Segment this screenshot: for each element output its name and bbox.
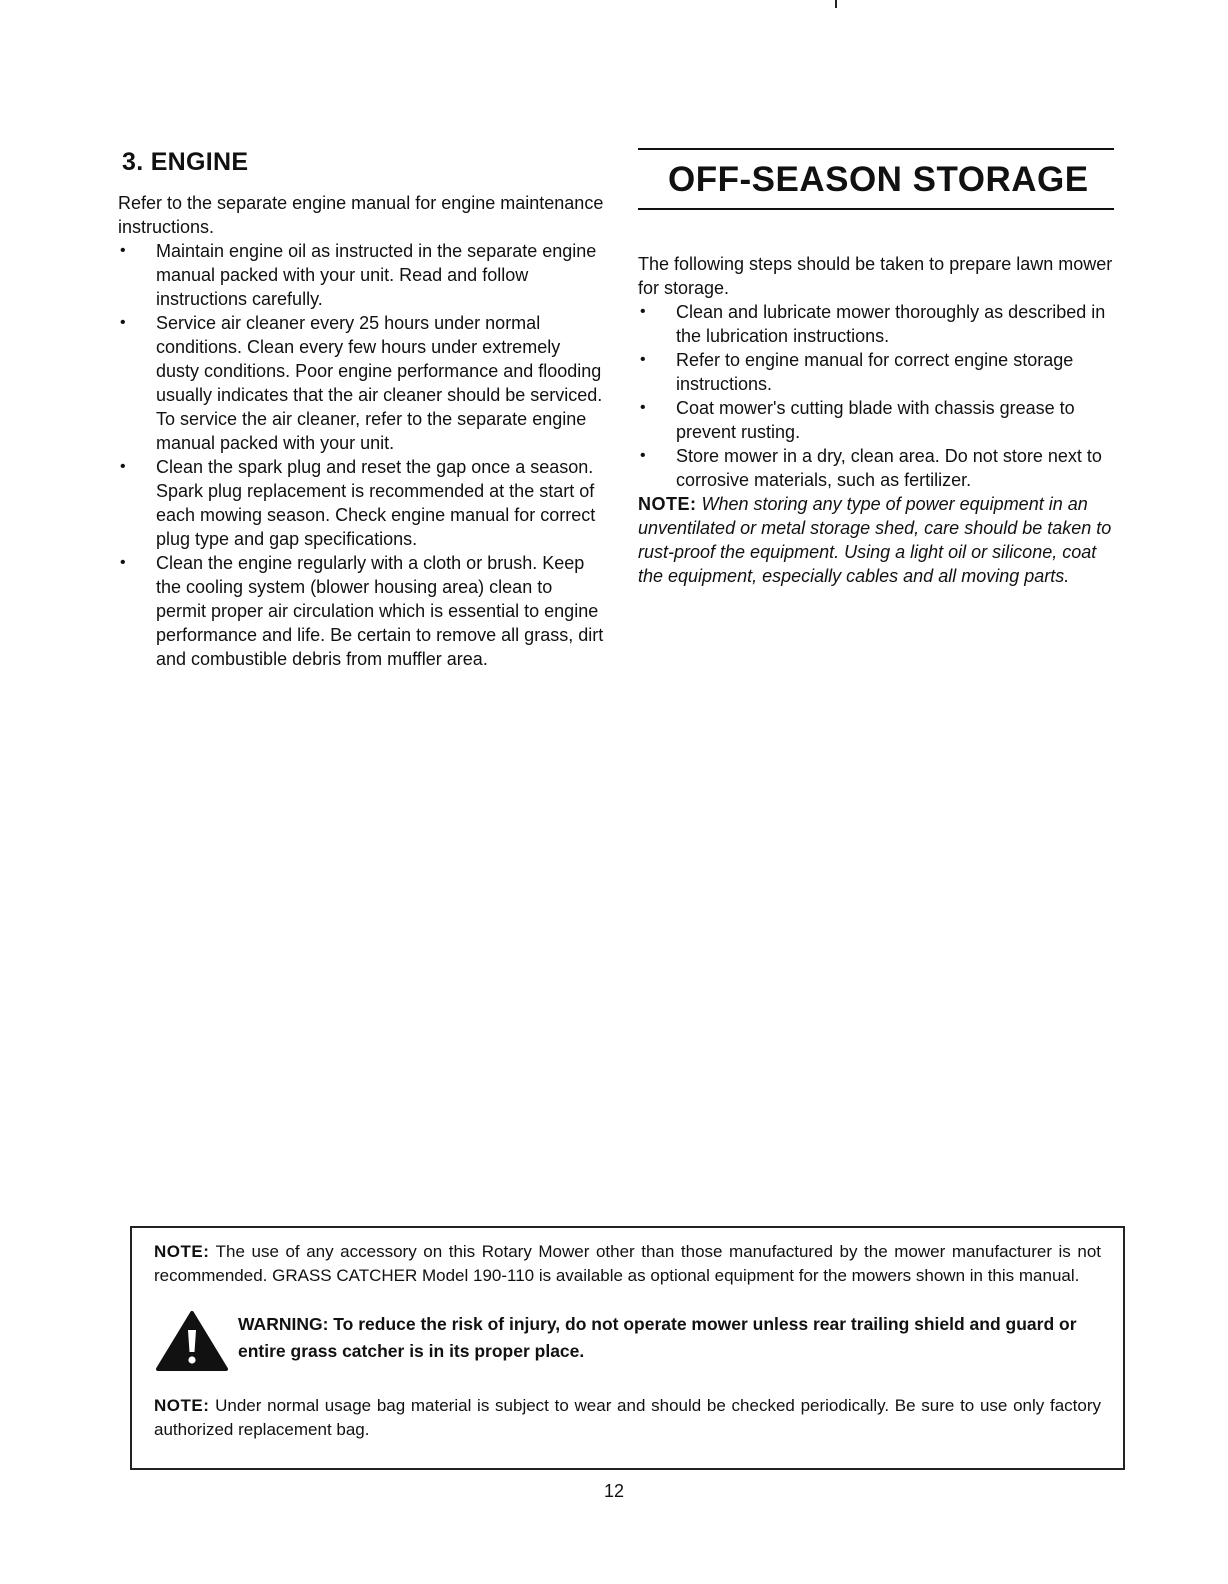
storage-header <box>638 148 1114 210</box>
warning-text: WARNING: To reduce the risk of injury, do not operate mower unless rear trailing shield and guard or entire grass catcher is in its proper place. <box>238 1314 1077 1361</box>
storage-note <box>638 492 1114 588</box>
bag-note <box>154 1394 1101 1442</box>
storage-body <box>638 252 1114 588</box>
top-edge-mark <box>835 0 837 8</box>
warning-triangle-icon <box>156 1310 228 1372</box>
engine-bullet-spark-plug: • Clean the spark plug and reset the gap once a season. Spark plug replacement is recommended at the start of each mowing season. Check engine manual for correct plug type and gap specifications. <box>118 455 606 551</box>
warning-row <box>154 1310 1101 1372</box>
storage-bullet-clean: • Clean and lubricate mower thoroughly as described in the lubrication instructions. <box>638 300 1114 348</box>
storage-bullet-store: • Store mower in a dry, clean area. Do not store next to corrosive materials, such as fertilizer. <box>638 444 1114 492</box>
storage-bullet-engine: • Refer to engine manual for correct engine storage instructions. <box>638 348 1114 396</box>
accessory-note <box>154 1240 1101 1288</box>
storage-bullet-blade: • Coat mower's cutting blade with chassis grease to prevent rusting. <box>638 396 1114 444</box>
engine-bullet-oil: • Maintain engine oil as instructed in the separate engine manual packed with your unit. Read and follow instructions carefully. <box>118 239 606 311</box>
bag-note-label: NOTE: <box>154 1396 210 1415</box>
engine-intro: Refer to the separate engine manual for engine maintenance instructions. <box>118 193 604 237</box>
engine-title: 3. ENGINE <box>122 148 249 176</box>
engine-bullet-cleaning: • Clean the engine regularly with a cloth or brush. Keep the cooling system (blower housing area) clean to permit proper air circulation which is essential to engine performance and life. Be certain to remove all grass, dirt and combustible debris from muffler area. <box>118 551 606 671</box>
engine-bullet-air-cleaner: • Service air cleaner every 25 hours under normal conditions. Clean every few hours under extremely dusty conditions. Poor engine performance and flooding usually indicates that the air cleaner should be serviced. To service the air cleaner, refer to the separate engine manual packed with your unit. <box>118 311 606 455</box>
notice-box <box>130 1226 1125 1470</box>
storage-intro: The following steps should be taken to prepare lawn mower for storage. <box>638 254 1113 298</box>
accessory-note-label: NOTE: <box>154 1242 210 1261</box>
storage-section <box>638 148 1114 588</box>
engine-section <box>118 148 606 671</box>
storage-bullet-list <box>638 300 1114 492</box>
engine-bullet-list <box>118 239 606 671</box>
storage-note-label: NOTE: <box>638 494 697 514</box>
accessory-note-text: The use of any accessory on this Rotary Mower other than those manufactured by the mower manufacturer is not recommended. GRASS CATCHER Model 190-110 is available as optional equipment for the mowers shown in this manual. <box>154 1242 1102 1285</box>
storage-title: OFF-SEASON STORAGE <box>668 160 1089 199</box>
storage-note-text: When storing any type of power equipment in an unventilated or metal storage shed, care should be taken to rust-proof the equipment. Using a light oil or silicone, coat the equipment, especially cables and all moving parts. <box>638 494 1112 586</box>
page-number: 12 <box>603 1481 625 1501</box>
bag-note-text: Under normal usage bag material is subject to wear and should be checked periodically. Be sure to use only factory authorized replacement bag. <box>154 1396 1101 1439</box>
